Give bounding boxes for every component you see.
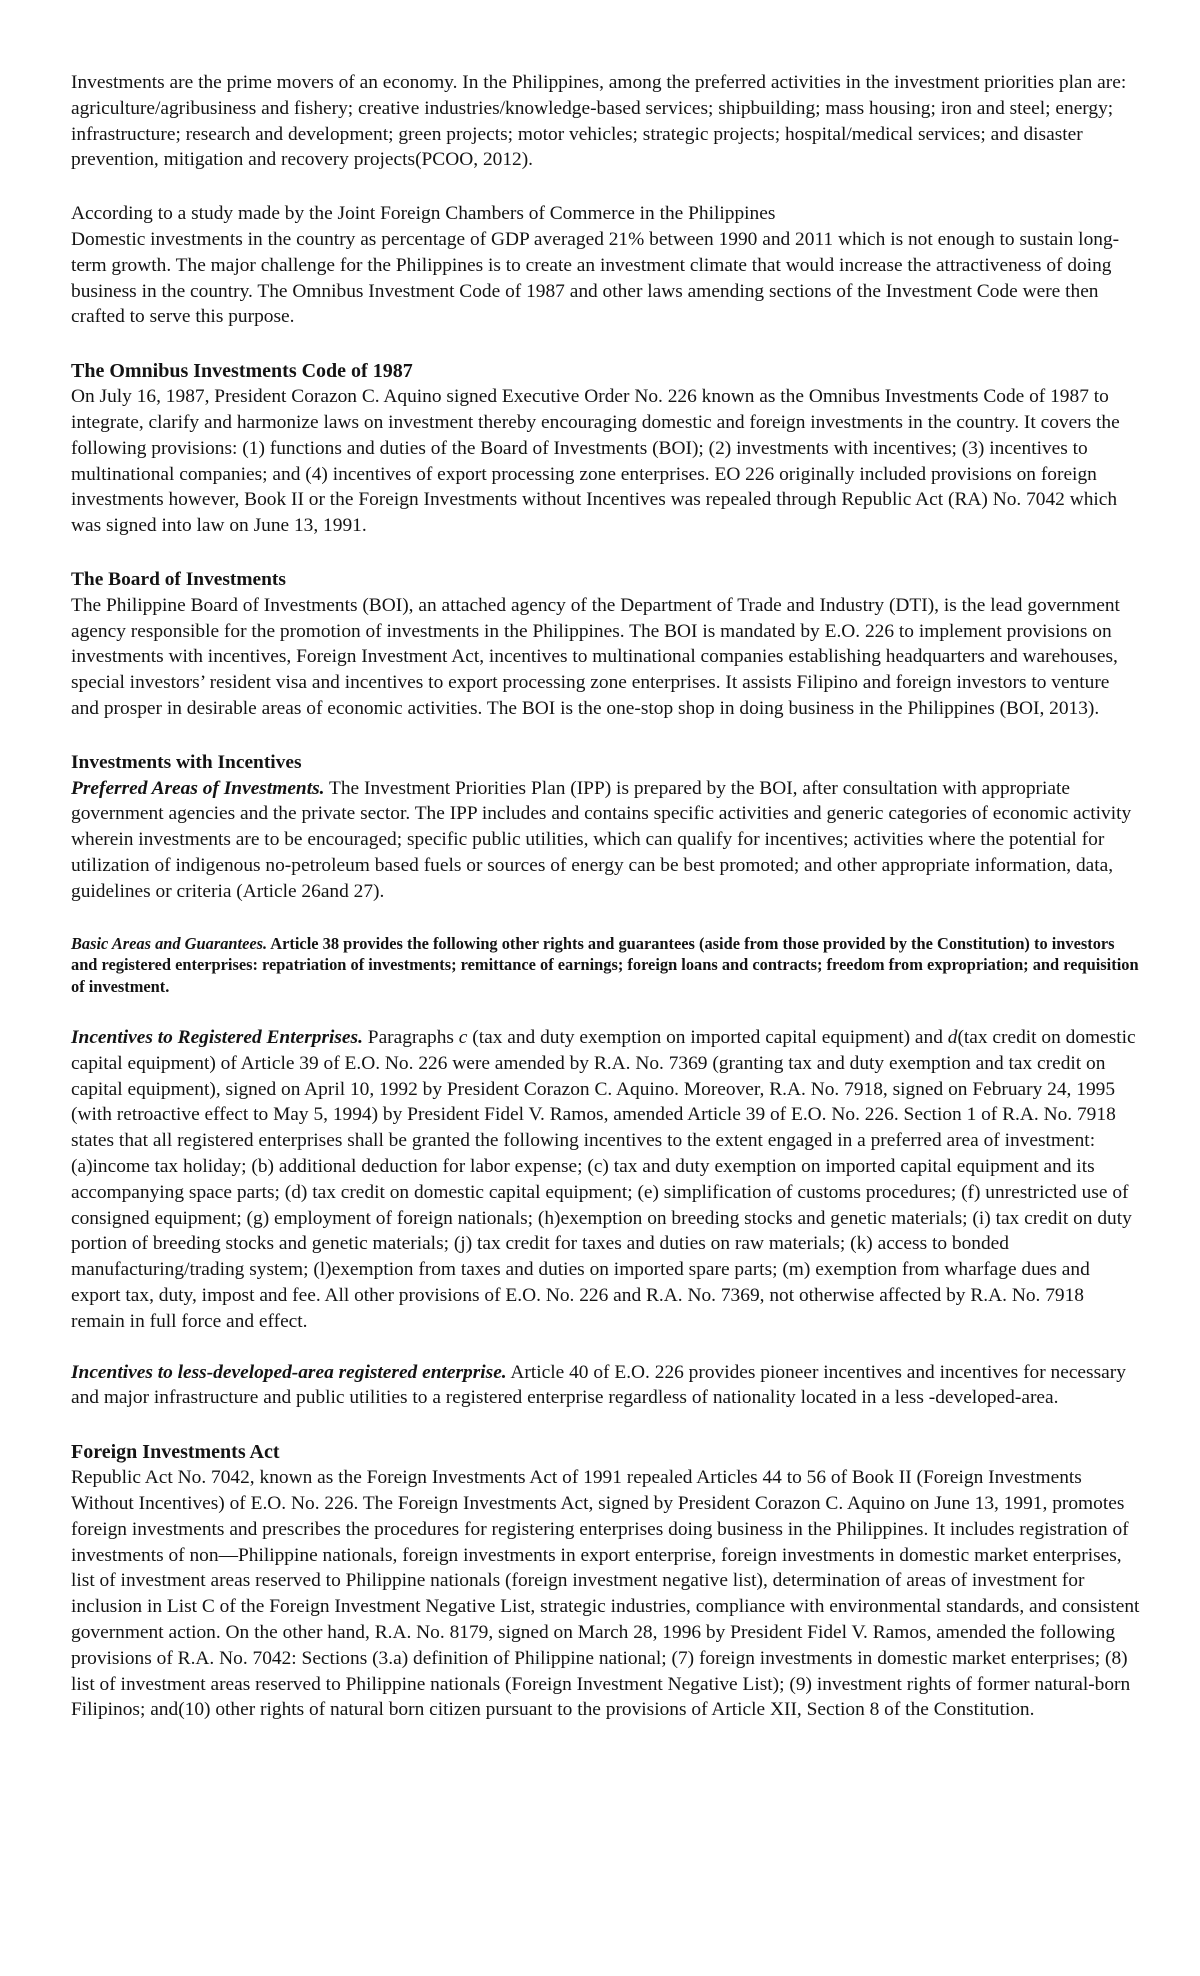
preferred-areas-lead: Preferred Areas of Investments. (71, 777, 325, 799)
basic-areas-lead: Basic Areas and Guarantees. (71, 933, 268, 953)
basic-areas-body: Article 38 provides the following other rights and guarantees (aside from those provided by the Constitution) to investors and registered enterprises: repatriation of investments; remittance of earnings; foreign loans and contracts; freedom from expropriation; and requisition of investment. (71, 933, 1139, 996)
registered-enterprises-lead: Incentives to Registered Enterprises. (71, 1027, 363, 1049)
registered-enterprises-paragraph (71, 1025, 1141, 1335)
boi-paragraph: The Philippine Board of Investments (BOI), an attached agency of the Department of Trade and Industry (DTI), is the lead government agency responsible for the promotion of investments in the Philippines. The BOI is mandated by E.O. 226 to implement provisions on investments with incentives, Foreign Investment Act, incentives to multinational companies establishing headquarters and warehouses, special investors’ resident visa and incentives to export processing zone enterprises. It assists Filipino and foreign investors to venture and prosper in desirable areas of economic activities. The BOI is the one-stop shop in doing business in the Philippines (BOI, 2013). (71, 594, 1120, 719)
fia-paragraph: Republic Act No. 7042, known as the Foreign Investments Act of 1991 repealed Articles 44 to 56 of Book II (Foreign Investments Without Incentives) of E.O. No. 226. The Foreign Investments Act, signed by President Corazon C. Aquino on June 13, 1991, promotes foreign investments and prescribes the procedures for registering enterprises doing business in the Philippines. It includes registration of investments of non—Philippine nationals, foreign investments in export enterprise, foreign investments in domestic market enterprises, list of investment areas reserved to Philippine nationals (foreign investment negative list), determination of areas of investment for inclusion in List C of the Foreign Investment Negative List, strategic industries, compliance with environmental standards, and consistent government action. On the other hand, R.A. No. 8179, signed on March 28, 1996 by President Fidel V. Ramos, amended the following provisions of R.A. No. 7042: Sections (3.a) definition of Philippine national; (7) foreign investments in domestic market enterprises; (8) list of investment areas reserved to Philippine nationals (Foreign Investment Negative List); (9) investment rights of former natural-born Filipinos; and(10) other rights of natural born citizen pursuant to the provisions of Article XII, Section 8 of the Constitution. (71, 1467, 1140, 1721)
study-intro-line: According to a study made by the Joint Foreign Chambers of Commerce in the Philippines (71, 203, 776, 225)
study-paragraph: Domestic investments in the country as percentage of GDP averaged 21% between 1990 and 2011 which is not enough to sustain long-term growth. The major challenge for the Philippines is to create an investment climate that would increase the attractiveness of doing business in the country. The Omnibus Investment Code of 1987 and other laws amending sections of the Investment Code were then crafted to serve this purpose. (71, 228, 1120, 328)
registered-enterprises-text-1: Paragraphs (362, 1027, 459, 1049)
intro-paragraph: Investments are the prime movers of an economy. In the Philippines, among the preferred activities in the investment priorities plan are: agriculture/agribusiness and fishery; creative industries/knowledge-based services; shipbuilding; mass housing; iron and steel; energy; infrastructure; research and development; green projects; motor vehicles; strategic projects; hospital/medical services; and disaster prevention, mitigation and recovery projects(PCOO, 2012). (71, 72, 1127, 171)
paragraph-c-label: c (458, 1027, 468, 1049)
preferred-areas-body: The Investment Priorities Plan (IPP) is prepared by the BOI, after consultation with appropriate government agencies and the private sector. The IPP includes and contains specific activities and generic categories of economic activity wherein investments are to be encouraged; specific public utilities, which can qualify for incentives; activities where the potential for utilization of indigenous no-petroleum based fuels or sources of energy can be best promoted; and other appropriate information, data, guidelines or criteria (Article 26and 27). (71, 777, 1132, 902)
registered-enterprises-text-3: (tax credit on domestic capital equipment) of Article 39 of E.O. No. 226 were amended by R.A. No. 7369 (granting tax and duty exemption and tax credit on capital equipment), signed on April 10, 1992 by President Corazon C. Aquino. Moreover, R.A. No. 7918, signed on February 24, 1995 (with retroactive effect to May 5, 1994) by President Fidel V. Ramos, amended Article 39 of E.O. No. 226. Section 1 of R.A. No. 7918 states that all registered enterprises shall be granted the following incentives to the extent engaged in a preferred area of investment: (a)income tax holiday; (b) additional deduction for labor expense; (c) tax and duty exemption on imported capital equipment and its accompanying space parts; (d) tax credit on domestic capital equipment; (e) simplification of customs procedures; (f) unrestricted use of consigned equipment; (g) employment of foreign nationals; (h)exemption on breeding stocks and genetic materials; (i) tax credit on duty portion of breeding stocks and genetic materials; (j) tax credit for taxes and duties on raw materials; (k) access to bonded manufacturing/trading system; (l)exemption from taxes and duties on imported spare parts; (m) exemption from wharfage dues and export tax, duty, impost and fee. All other provisions of E.O. No. 226 and R.A. No. 7369, not otherwise affected by R.A. No. 7918 remain in full force and effect. (71, 1027, 1136, 1332)
paragraph-d-label: d (947, 1027, 958, 1049)
less-developed-area-paragraph (71, 1360, 1141, 1412)
omnibus-heading: The Omnibus Investments Code of 1987 (71, 360, 413, 383)
omnibus-paragraph: On July 16, 1987, President Corazon C. Aquino signed Executive Order No. 226 known as the Omnibus Investments Code of 1987 to integrate, clarify and harmonize laws on investment thereby encouraging domestic and foreign investments in the country. It covers the following provisions: (1) functions and duties of the Board of Investments (BOI); (2) investments with incentives; (3) incentives to multinational companies; and (4) incentives of export processing zone enterprises. EO 226 originally included provisions on foreign investments however, Book II or the Foreign Investments without Incentives was repealed through Republic Act (RA) No. 7042 which was signed into law on June 13, 1991. (71, 386, 1120, 537)
boi-heading: The Board of Investments (71, 568, 286, 590)
basic-areas-paragraph (71, 933, 1141, 998)
fia-heading: Foreign Investments Act (71, 1441, 280, 1464)
preferred-areas-paragraph (71, 776, 1141, 905)
registered-enterprises-text-2: (tax and duty exemption on imported capital equipment) and (467, 1027, 948, 1049)
incentives-heading: Investments with Incentives (71, 751, 302, 773)
less-developed-area-lead: Incentives to less-developed-area registered enterprise. (71, 1361, 507, 1383)
document-page (71, 70, 1141, 1723)
less-developed-area-body: Article 40 of E.O. 226 provides pioneer incentives and incentives for necessary and major infrastructure and public utilities to a registered enterprise regardless of nationality located in a less -developed-area. (71, 1361, 1126, 1409)
